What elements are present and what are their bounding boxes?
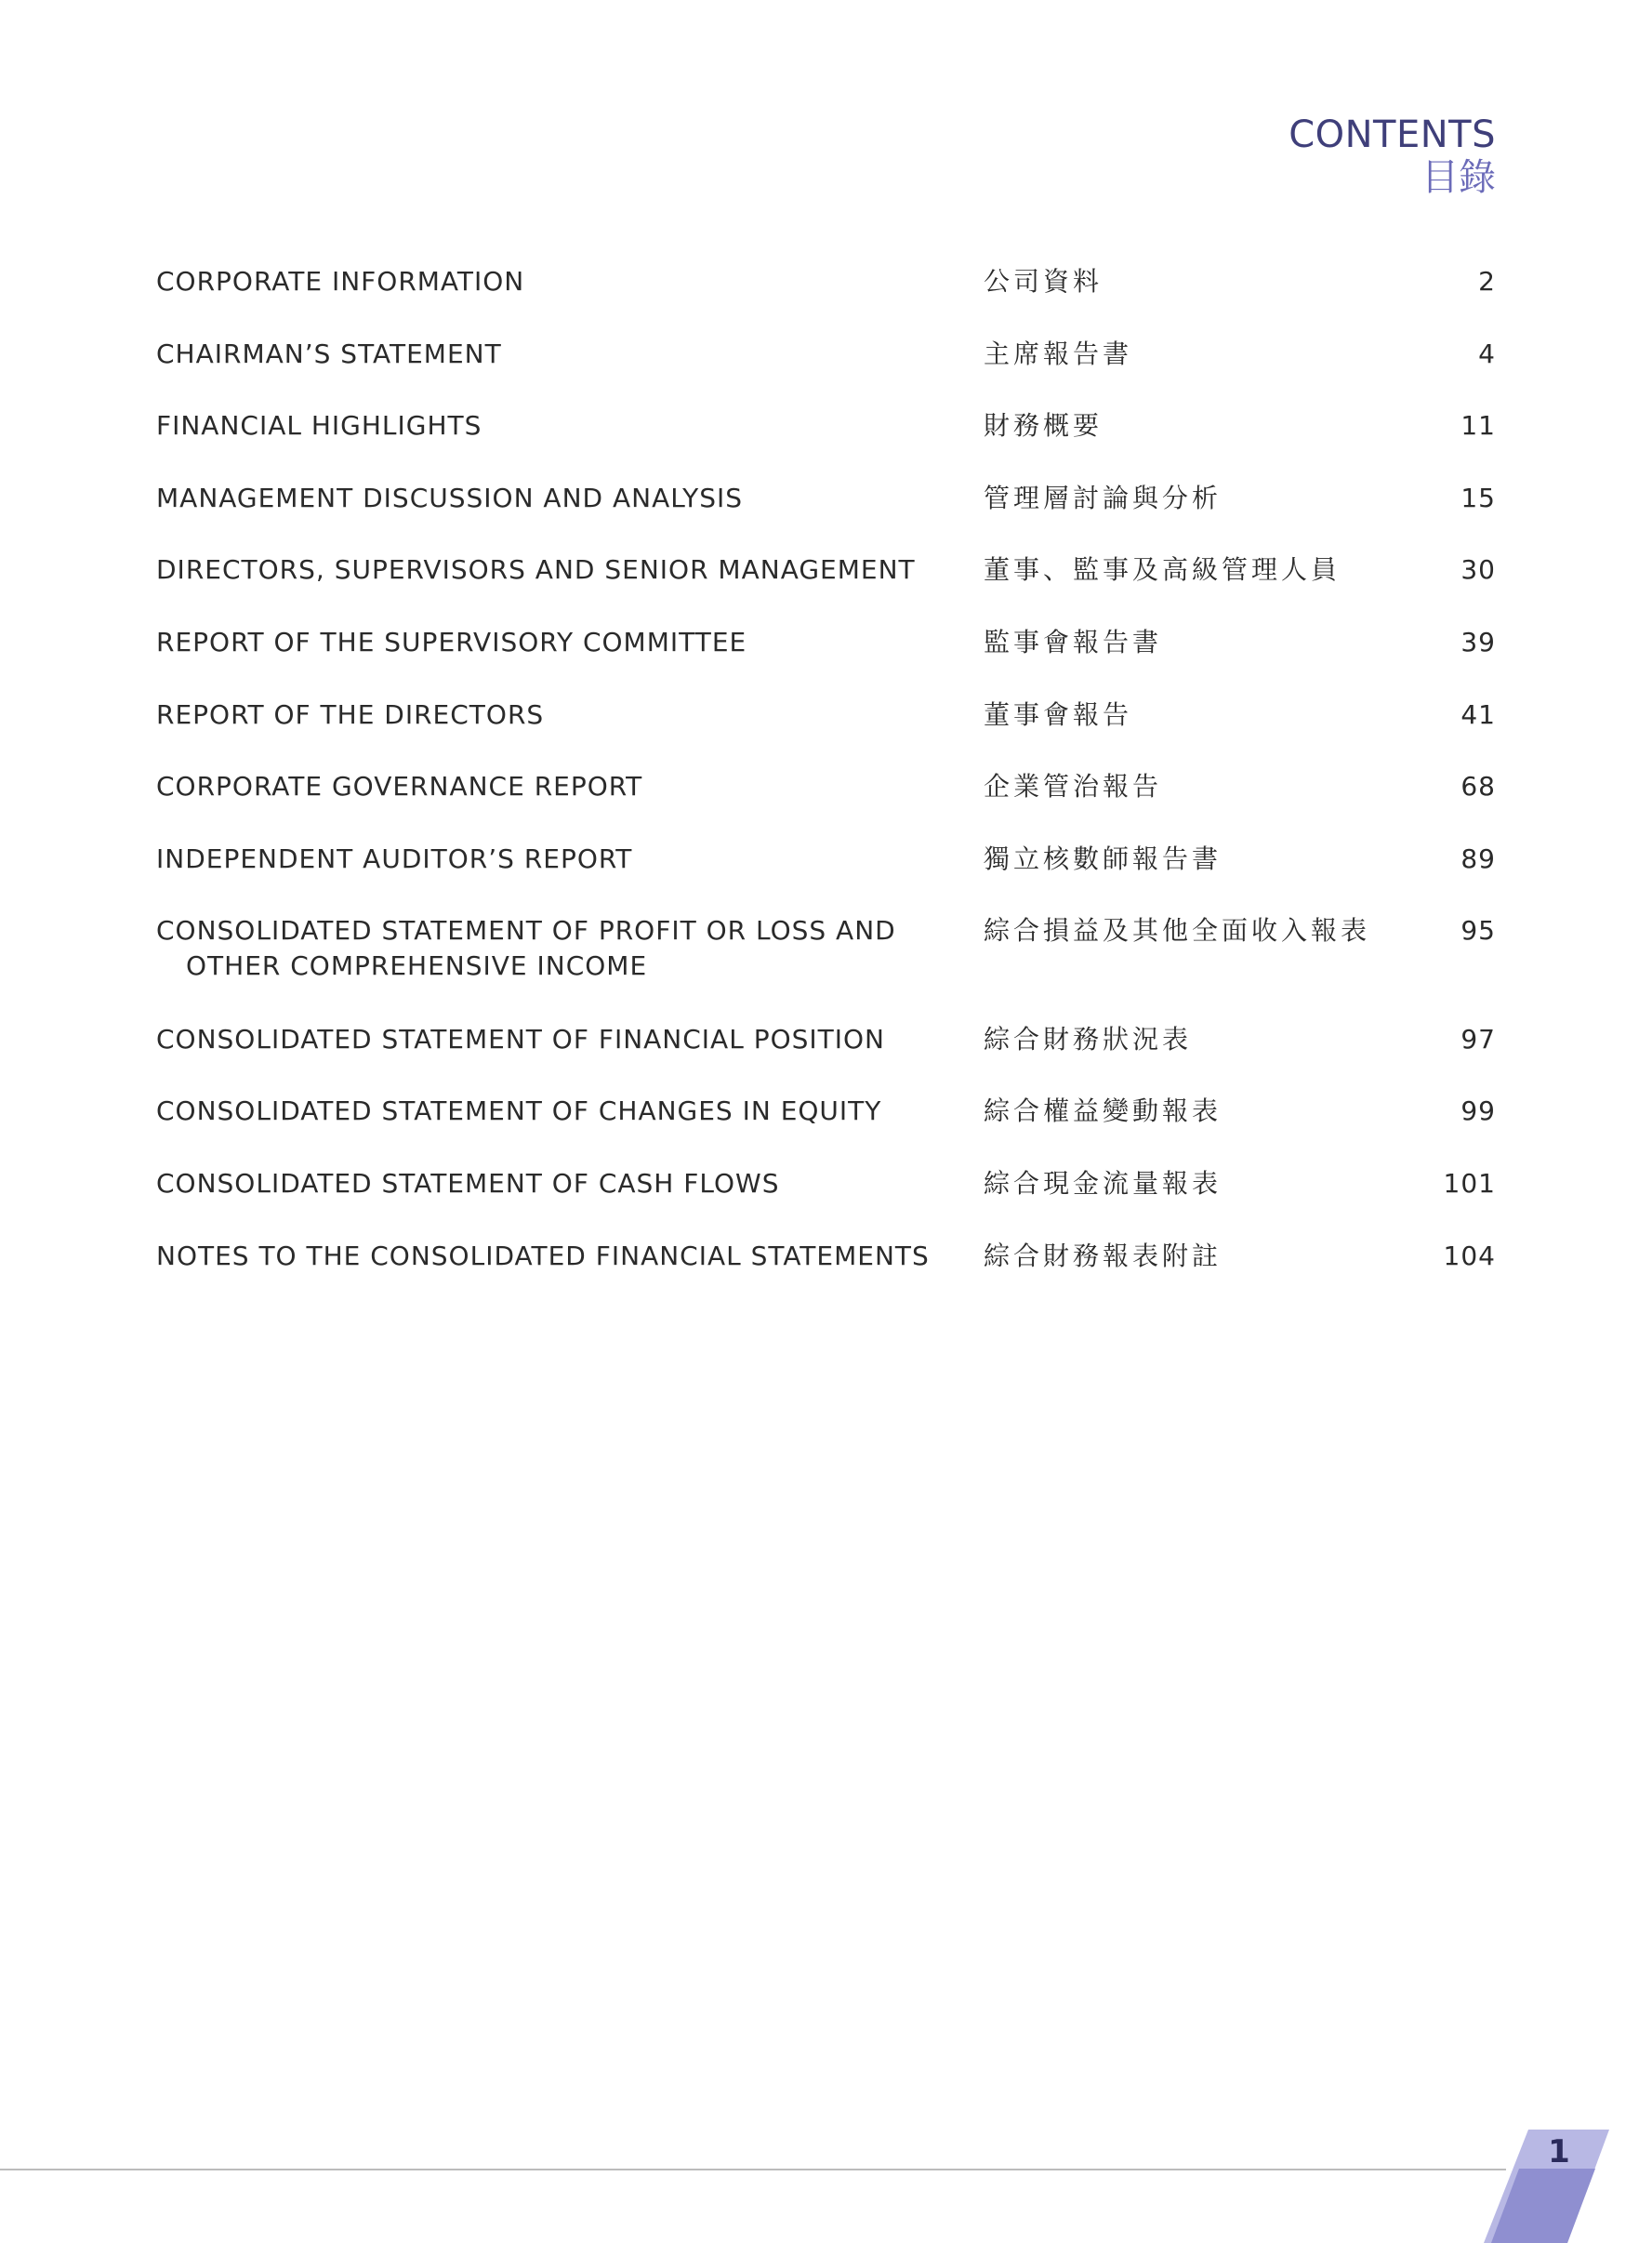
toc-entry-management-discussion[interactable] (156, 481, 1496, 553)
toc-entry-title-chinese: 監事會報告書 (984, 626, 1163, 657)
toc-entry-financial-position[interactable] (156, 1022, 1496, 1095)
toc-entry-title: REPORT OF THE DIRECTORS (156, 698, 545, 730)
toc-entry-title: FINANCIAL HIGHLIGHTS (156, 410, 482, 442)
toc-entry-page: 2 (1478, 266, 1496, 297)
toc-entry-title-line1: CONSOLIDATED STATEMENT OF PROFIT OR LOSS AND (156, 915, 896, 947)
toc-entry-notes[interactable] (156, 1239, 1496, 1311)
toc-entry-page: 95 (1460, 915, 1496, 947)
toc-entry-title: MANAGEMENT DISCUSSION AND ANALYSIS (156, 482, 744, 513)
toc-entry-title: INDEPENDENT AUDITOR’S REPORT (156, 843, 633, 874)
toc-entry-title: CONSOLIDATED STATEMENT OF CASH FLOWS (156, 1168, 780, 1200)
toc-entry-title-chinese: 企業管治報告 (984, 771, 1163, 803)
toc-entry-title: REPORT OF THE SUPERVISORY COMMITTEE (156, 626, 747, 657)
footer-divider (0, 2169, 1506, 2170)
toc-entry-title: CONSOLIDATED STATEMENT OF CHANGES IN EQUITY (156, 1095, 882, 1127)
toc-entry-title-chinese: 財務概要 (984, 410, 1104, 442)
toc-entry-title: CORPORATE GOVERNANCE REPORT (156, 771, 643, 803)
toc-entry-title-line2: OTHER COMPREHENSIVE INCOME (186, 950, 648, 982)
toc-entry-page: 101 (1443, 1168, 1496, 1200)
toc-entry-title: CORPORATE INFORMATION (156, 266, 525, 297)
toc-entry-title: CHAIRMAN’S STATEMENT (156, 338, 502, 369)
toc-entry-page: 97 (1460, 1023, 1496, 1055)
toc-entry-title (156, 913, 993, 984)
toc-entry-title-chinese: 管理層討論與分析 (984, 482, 1222, 513)
contents-title-chinese: 目錄 (1421, 156, 1496, 199)
toc-entry-page: 68 (1460, 771, 1496, 803)
toc-entry-title-chinese: 綜合現金流量報表 (984, 1168, 1222, 1200)
page-number: 1 (1548, 2133, 1570, 2170)
toc-entry-supervisory-committee-report[interactable] (156, 625, 1496, 697)
toc-entry-directors-supervisors[interactable] (156, 552, 1496, 625)
toc-entry-title-chinese: 董事、監事及高級管理人員 (984, 554, 1341, 586)
table-of-contents (156, 264, 1496, 1310)
toc-entry-title: NOTES TO THE CONSOLIDATED FINANCIAL STATEMENTS (156, 1240, 930, 1271)
toc-entry-title-chinese: 主席報告書 (984, 338, 1133, 369)
toc-entry-title: DIRECTORS, SUPERVISORS AND SENIOR MANAGEMENT (156, 554, 916, 586)
toc-entry-title-chinese: 綜合權益變動報表 (984, 1095, 1222, 1127)
toc-entry-cash-flows[interactable] (156, 1166, 1496, 1239)
toc-entry-title-chinese: 獨立核數師報告書 (984, 843, 1222, 874)
toc-entry-title-chinese: 綜合財務報表附註 (984, 1240, 1222, 1271)
toc-entry-auditors-report[interactable] (156, 842, 1496, 914)
toc-entry-page: 15 (1460, 482, 1496, 513)
toc-entry-page: 30 (1460, 554, 1496, 586)
toc-entry-page: 41 (1460, 698, 1496, 730)
toc-entry-page: 104 (1443, 1240, 1496, 1271)
toc-entry-page: 39 (1460, 626, 1496, 657)
toc-entry-title-chinese: 董事會報告 (984, 698, 1133, 730)
toc-entry-profit-or-loss[interactable] (156, 913, 1496, 1022)
toc-entry-financial-highlights[interactable] (156, 408, 1496, 481)
toc-entry-title: CONSOLIDATED STATEMENT OF FINANCIAL POSITION (156, 1023, 886, 1055)
toc-entry-page: 11 (1460, 410, 1496, 442)
toc-entry-corporate-information[interactable] (156, 264, 1496, 337)
toc-entry-page: 89 (1460, 843, 1496, 874)
toc-entry-corporate-governance[interactable] (156, 769, 1496, 842)
toc-entry-title-chinese: 公司資料 (984, 266, 1104, 297)
page-number-tab (1484, 2130, 1609, 2243)
toc-entry-page: 4 (1478, 338, 1496, 369)
toc-entry-chairmans-statement[interactable] (156, 337, 1496, 409)
page-header (1289, 113, 1496, 199)
toc-entry-changes-in-equity[interactable] (156, 1094, 1496, 1166)
contents-title: CONTENTS (1289, 113, 1496, 156)
toc-entry-title-chinese: 綜合財務狀況表 (984, 1023, 1193, 1055)
toc-entry-page: 99 (1460, 1095, 1496, 1127)
toc-entry-directors-report[interactable] (156, 697, 1496, 770)
toc-entry-title-chinese: 綜合損益及其他全面收入報表 (984, 915, 1371, 947)
